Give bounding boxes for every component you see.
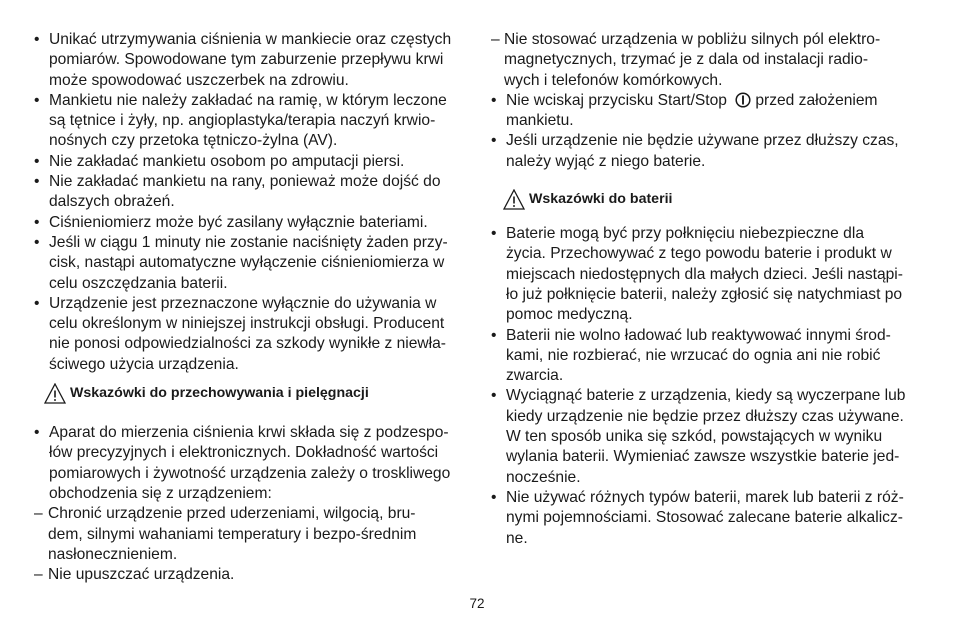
line-text: Ciśnieniomierz może być zasilany wyłącznie bateriami. xyxy=(49,213,428,231)
line-text: Nie wciskaj przycisku Start/Stop xyxy=(506,91,727,109)
text-line xyxy=(491,468,931,488)
battery-heading xyxy=(491,181,931,217)
text-line xyxy=(491,152,931,172)
line-text: wylania baterii. Wymieniać zawsze wszystkie baterie jed- xyxy=(506,448,900,466)
bullet-item xyxy=(491,224,931,325)
line-text: pomiarów. Spowodowane tym zaburzenie przepływu krwi xyxy=(49,51,444,69)
text-line xyxy=(34,294,474,314)
text-line xyxy=(34,111,474,131)
bullet-item xyxy=(34,213,474,233)
line-text: nasłonecznieniem. xyxy=(48,545,178,563)
page-number: 72 xyxy=(469,596,485,611)
line-text: dem, silnymi wahaniami temperatury i bezpo-średnim xyxy=(48,525,417,543)
right-list-1 xyxy=(491,30,931,172)
line-text: magnetycznych, trzymać je z dala od instalacji radio- xyxy=(504,51,869,69)
text-line xyxy=(34,50,474,70)
line-text: Nie stosować urządzenia w pobliżu silnych pól elektro- xyxy=(504,31,881,48)
text-line xyxy=(491,529,931,549)
text-line xyxy=(34,464,474,484)
bullet-item xyxy=(491,326,931,387)
left-list-2 xyxy=(34,423,474,585)
line-text: zwarcia. xyxy=(506,367,564,385)
line-text: przed założeniem xyxy=(755,91,878,109)
dash-item xyxy=(491,30,931,91)
text-line xyxy=(491,285,931,305)
text-line xyxy=(34,484,474,504)
text-line xyxy=(491,508,931,528)
text-line xyxy=(491,326,931,346)
dash-item xyxy=(34,504,474,565)
line-text: Nie zakładać mankietu na rany, ponieważ może dojść do xyxy=(49,173,441,191)
line-text: ściwego użycia urządzenia. xyxy=(49,355,239,373)
text-line xyxy=(34,443,474,463)
bullet-item xyxy=(491,386,931,487)
text-line xyxy=(491,71,931,91)
line-text: Chronić urządzenie przed uderzeniami, wilgocią, bru- xyxy=(48,505,416,523)
text-line xyxy=(34,131,474,151)
text-line xyxy=(34,192,474,212)
dash-item xyxy=(34,565,474,585)
text-line xyxy=(34,91,474,111)
text-line xyxy=(491,224,931,244)
text-line xyxy=(34,355,474,375)
text-line xyxy=(34,233,474,253)
line-text: Nie używać różnych typów baterii, marek lub baterii z róż- xyxy=(506,488,904,506)
line-text: Nie zakładać mankietu osobom po amputacji piersi. xyxy=(49,152,405,170)
text-line xyxy=(34,545,474,565)
line-text: Jeśli urządzenie nie będzie używane przez dłuższy czas, xyxy=(506,132,899,150)
warning-triangle-icon xyxy=(503,189,525,210)
line-text: pomoc medyczną. xyxy=(506,306,633,324)
text-line xyxy=(34,423,474,443)
line-text: dalszych obrażeń. xyxy=(49,193,175,211)
line-text: ło już połknięcie baterii, należy zgłosić się natychmiast po xyxy=(506,285,903,303)
bullet-item xyxy=(34,294,474,375)
text-line xyxy=(34,71,474,91)
line-text: Mankietu nie należy zakładać na ramię, w którym leczone xyxy=(49,91,447,109)
line-text: Urządzenie jest przeznaczone wyłącznie do używania w xyxy=(49,294,437,312)
left-list-1 xyxy=(34,30,474,375)
text-line xyxy=(34,504,474,524)
line-text: celu oszczędzania baterii. xyxy=(49,274,228,292)
text-line xyxy=(491,488,931,508)
line-text: może spowodować uszczerbek na zdrowiu. xyxy=(49,71,349,89)
text-line xyxy=(34,253,474,273)
text-line xyxy=(491,447,931,467)
text-line xyxy=(491,366,931,386)
text-line xyxy=(491,386,931,406)
left-column xyxy=(34,30,474,585)
bullet-item xyxy=(491,488,931,549)
bullet-item xyxy=(34,91,474,152)
line-text: nośnych czy przetoka tętniczo-żylna (AV). xyxy=(49,132,338,150)
line-text: W ten sposób unika się szkód, powstających w wyniku xyxy=(506,428,883,446)
care-heading-text: Wskazówki do przechowywania i pielęgnacji xyxy=(70,384,369,401)
line-text: wych i telefonów komórkowych. xyxy=(504,71,723,89)
line-text: nymi pojemnościami. Stosować zalecane baterie alkalicz- xyxy=(506,509,903,527)
line-text: Unikać utrzymywania ciśnienia w mankiecie oraz częstych xyxy=(49,31,452,48)
text-line xyxy=(491,407,931,427)
line-text: życia. Przechowywać z tego powodu baterie i produkt w xyxy=(506,245,892,263)
text-line xyxy=(491,244,931,264)
line-text: mankietu. xyxy=(506,112,574,130)
text-line xyxy=(491,131,931,151)
line-text: Wyciągnąć baterie z urządzenia, kiedy są wyczerpane lub xyxy=(506,387,906,405)
text-line xyxy=(491,346,931,366)
line-text: Baterii nie wolno ładować lub reaktywować innymi środ- xyxy=(506,326,891,344)
text-line xyxy=(34,274,474,294)
text-line xyxy=(491,305,931,325)
line-text: obchodzenia się z urządzeniem: xyxy=(49,484,272,502)
line-text: Baterie mogą być przy połknięciu niebezpieczne dla xyxy=(506,225,864,243)
text-line xyxy=(491,91,931,111)
text-line xyxy=(34,30,474,50)
text-line xyxy=(34,565,474,585)
bullet-item xyxy=(34,423,474,504)
text-line xyxy=(491,111,931,131)
right-list-2 xyxy=(491,224,931,549)
bullet-item xyxy=(34,152,474,172)
line-text: nie ponosi odpowiedzialności za szkody wynikłe z niewła- xyxy=(49,335,446,353)
line-text: pomiarowych i żywotność urządzenia zależy o troskliwego xyxy=(49,464,451,482)
text-line xyxy=(34,213,474,233)
text-line xyxy=(34,334,474,354)
battery-heading-text: Wskazówki do baterii xyxy=(529,190,673,207)
care-heading xyxy=(34,375,474,411)
text-line xyxy=(34,525,474,545)
line-text: nocześnie. xyxy=(506,468,581,486)
text-line xyxy=(34,314,474,334)
bullet-item xyxy=(34,233,474,294)
right-column xyxy=(491,30,931,549)
bullet-item xyxy=(34,172,474,213)
line-text: Jeśli w ciągu 1 minuty nie zostanie naciśnięty żaden przy- xyxy=(49,233,448,251)
line-text: należy wyjąć z niego baterie. xyxy=(506,152,706,170)
power-button-icon xyxy=(735,92,751,108)
line-text: łów precyzyjnych i elektronicznych. Dokładność wartości xyxy=(49,444,439,462)
line-text: kami, nie rozbierać, nie wrzucać do ognia ani nie robić xyxy=(506,346,881,364)
text-line xyxy=(491,265,931,285)
text-line xyxy=(34,172,474,192)
line-text: Aparat do mierzenia ciśnienia krwi składa się z podzespo- xyxy=(49,424,449,442)
text-line xyxy=(491,50,931,70)
bullet-item xyxy=(491,131,931,172)
text-line xyxy=(491,30,931,50)
bullet-item xyxy=(491,91,931,132)
text-line xyxy=(34,152,474,172)
line-text: celu określonym w niniejszej instrukcji obsługi. Producent xyxy=(49,315,445,333)
line-text: ne. xyxy=(506,529,528,547)
line-text: kiedy urządzenie nie będzie przez dłuższy czas używane. xyxy=(506,407,904,425)
warning-triangle-icon xyxy=(44,383,66,404)
bullet-item xyxy=(34,30,474,91)
line-text: miejscach niedostępnych dla małych dzieci. Jeśli nastąpi- xyxy=(506,265,903,283)
text-line xyxy=(491,427,931,447)
line-text: są tętnice i żyły, np. angioplastyka/terapia naczyń krwio- xyxy=(49,112,436,130)
line-text: Nie upuszczać urządzenia. xyxy=(48,566,235,584)
line-text: cisk, nastąpi automatyczne wyłączenie ciśnieniomierza w xyxy=(49,254,445,272)
